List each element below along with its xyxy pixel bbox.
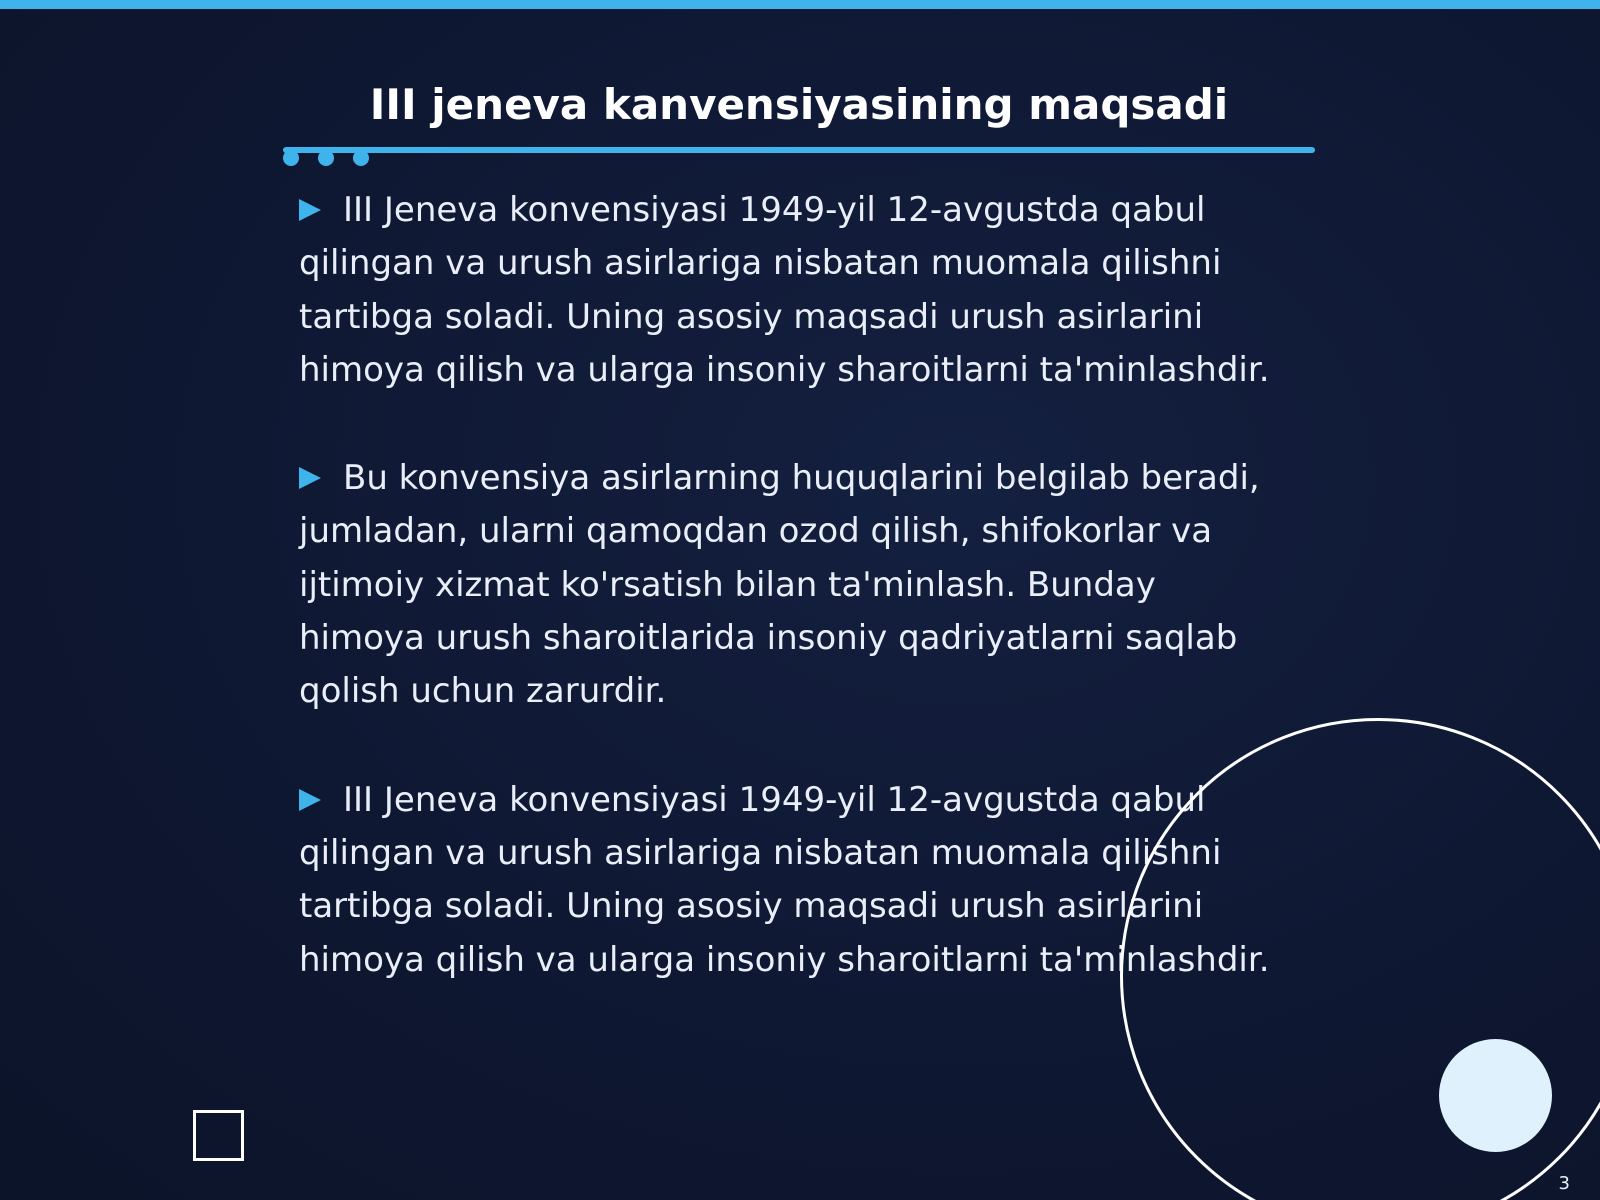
bullet-item [299,452,1289,718]
triangle-right-icon [299,789,321,811]
triangle-right-icon [299,467,321,489]
accent-dot [283,150,299,166]
decorative-filled-circle [1439,1039,1552,1152]
slide-title: III jeneva kanvensiyasining maqsadi [369,80,1229,129]
bullet-item [299,184,1289,397]
top-accent-bar [0,0,1600,9]
triangle-right-icon [299,199,321,221]
bullet-text: III Jeneva konvensiyasi 1949-yil 12-avgustda qabul qilingan va urush asirlariga nisbatan muomala qilishni tartibga soladi. Uning asosiy maqsadi urush asirlarini himoya qilish va ularga insoniy sharoitlarni ta'minlashdir. [299,779,1270,980]
accent-dot [353,150,369,166]
page-number: 3 [1558,1173,1570,1194]
title-underline [283,147,1315,153]
bullet-text: III Jeneva konvensiyasi 1949-yil 12-avgustda qabul qilingan va urush asirlariga nisbatan muomala qilishni tartibga soladi. Uning asosiy maqsadi urush asirlarini himoya qilish va ularga insoniy sharoitlarni ta'minlashdir. [299,190,1270,390]
bullet-text: Bu konvensiya asirlarning huquqlarini belgilab beradi, jumladan, ularni qamoqdan ozod qilish, shifokorlar va ijtimoiy xizmat ko'rsatish bilan ta'minlash. Bunday himoya urush sharoitlarida insoniy qadriyatlarni saqlab qolish uchun zarurdir. [299,458,1260,712]
decorative-square [193,1110,244,1161]
accent-dot [318,150,334,166]
